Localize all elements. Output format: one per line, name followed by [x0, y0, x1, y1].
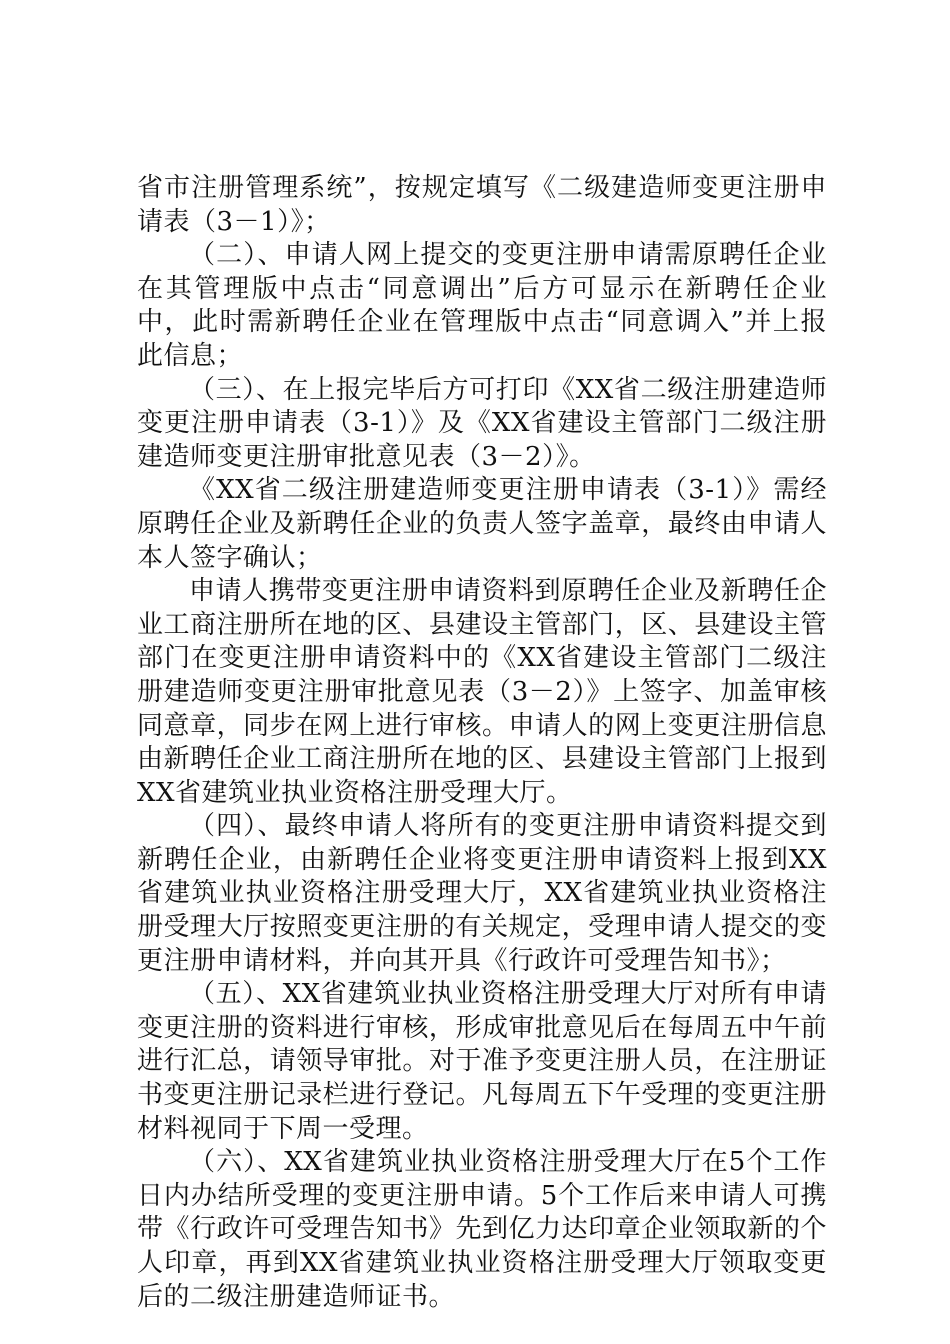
document-body — [137, 172, 827, 1314]
paragraph-step-6: （六）、XX省建筑业执业资格注册受理大厅在5个工作日内办结所受理的变更注册申请。5个工作后来申请人可携带《行政许可受理告知书》先到亿力达印章企业领取新的个人印章，再到XX省建筑业执业资格注册受理大厅领取变更后的二级注册建造师证书。 — [137, 1147, 827, 1312]
paragraph-step-3: （三）、在上报完毕后方可打印《XX省二级注册建造师变更注册申请表（3-1）》及《XX省建设主管部门二级注册建造师变更注册审批意见表（3－2）》。 — [137, 374, 827, 472]
paragraph-continuation: 省市注册管理系统”，按规定填写《二级建造师变更注册申请表（3－1）》； — [137, 173, 827, 237]
paragraph-step-5: （五）、XX省建筑业执业资格注册受理大厅对所有申请变更注册的资料进行审核，形成审批意见后在每周五中午前进行汇总，请领导审批。对于准予变更注册人员，在注册证书变更注册记录栏进行登记。凡每周五下午受理的变更注册材料视同于下周一受理。 — [137, 979, 827, 1144]
paragraph-step-4: （四）、最终申请人将所有的变更注册申请资料提交到新聘任企业，由新聘任企业将变更注册申请资料上报到XX省建筑业执业资格注册受理大厅，XX省建筑业执业资格注册受理大厅按照变更注册的有关规定，受理申请人提交的变更注册申请材料，并向其开具《行政许可受理告知书》； — [137, 811, 827, 976]
paragraph-application-form-signing: 《XX省二级注册建造师变更注册申请表（3-1）》需经原聘任企业及新聘任企业的负责人签字盖章，最终由申请人本人签字确认； — [137, 475, 827, 573]
paragraph-district-review: 申请人携带变更注册申请资料到原聘任企业及新聘任企业工商注册所在地的区、县建设主管部门，区、县建设主管部门在变更注册申请资料中的《XX省建设主管部门二级注册建造师变更注册审批意见表（3－2）》上签字、加盖审核同意章，同步在网上进行审核。申请人的网上变更注册信息由新聘任企业工商注册所在地的区、县建设主管部门上报到XX省建筑业执业资格注册受理大厅。 — [137, 576, 827, 808]
paragraph-step-2: （二）、申请人网上提交的变更注册申请需原聘任企业在其管理版中点击“同意调出”后方可显示在新聘任企业中，此时需新聘任企业在管理版中点击“同意调入”并上报此信息； — [137, 240, 827, 371]
